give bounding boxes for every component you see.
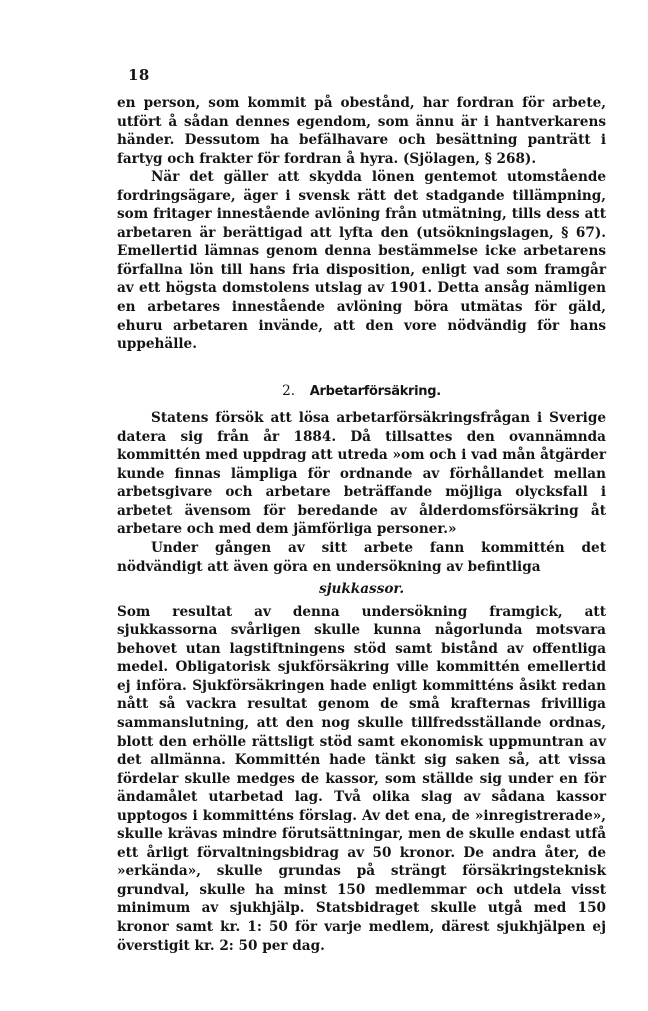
body-text — [117, 94, 606, 955]
paragraph-wage-protection: När det gäller att skydda lönen gentemot utomstående fordringsägare, äger i svensk rätt det stadgande tillämpning, som fritager innestående avlöning från utmätning, tills dess att arbetaren är berättigad att lyfta den (utsökningslagen, § 67). Emellertid lämnas genom denna bestämmelse icke arbetarens förfallna lön till hans fria disposition, enligt vad som framgår av ett högsta domstolens utslag av 1901. Detta ansåg nämligen en arbetares innestående avlöning böra utmätas för gäld, ehuru arbetaren invände, att den vore nödvändig för hans uppehälle. — [117, 169, 606, 353]
paragraph-investigation-result: Som resultat av denna undersökning framgick, att sjukkassorna svårligen skulle kunna någorlunda motsvara behovet utan lagstiftningens stöd samt bistånd av offentliga medel. Obligatorisk sjukförsäkring ville kommittén emellertid ej införa. Sjukförsäkringen hade enligt kommitténs åsikt redan nått så vackra resultat genom de små krafternas frivilliga sammanslutning, att den nog skulle tillfredsställande ordnas, blott den erhölle rättsligt stöd samt ekonomisk uppmuntran av det allmänna. Kommittén hade tänkt sig saken så, att vissa fördelar skulle medges de kassor, som ställde sig under en för ändamålet utarbetad lag. Två olika slag av sådana kassor upptogos i kommitténs förslag. Av det ena, de »inregistrerade», skulle krävas mindre förutsättningar, men de skulle endast utfå ett årligt förvaltningsbidrag av 50 kronor. De andra åter, de »erkända», skulle grundas på strängt försäkringsteknisk grundval, skulle ha minst 150 medlemmar och utdela visst minimum av sjukhjälp. Statsbidraget skulle utgå med 150 kronor samt kr. 1: 50 för varje medlem, därest sjukhjälpen ej överstigit kr. 2: 50 per dag. — [117, 603, 606, 954]
paragraph-committee-investigation: Under gången av sitt arbete fann kommittén det nödvändigt att även göra en undersökning av befintliga — [117, 540, 606, 575]
section-heading — [117, 382, 606, 402]
subheading-sjukkassor: sjukkassor. — [318, 581, 405, 598]
page-number: 18 — [128, 66, 150, 84]
section-number: 2. — [282, 382, 296, 399]
paragraph-state-attempts: Statens försök att lösa arbetarförsäkringsfrågan i Sverige datera sig från år 1884. Då tillsattes den ovannämnda kommittén med uppdrag att utreda »om och i vad mån åtgärder kunde finnas lämpliga för ordnande av förhållandet mellan arbetsgivare och arbetare beträffande möjliga olycksfall i arbetet ävensom för beredande av ålderdomsförsäkring åt arbetare och med dem jämförliga personer.» — [117, 410, 606, 538]
paragraph-continuation: en person, som kommit på obestånd, har fordran för arbete, utfört å sådan dennes egendom, som ännu är i hantverkarens händer. Dessutom ha befälhavare och besättning panträtt i fartyg och frakter för fordran å hyra. (Sjölagen, § 268). — [117, 95, 606, 167]
section-title: Arbetarförsäkring. — [309, 383, 441, 399]
